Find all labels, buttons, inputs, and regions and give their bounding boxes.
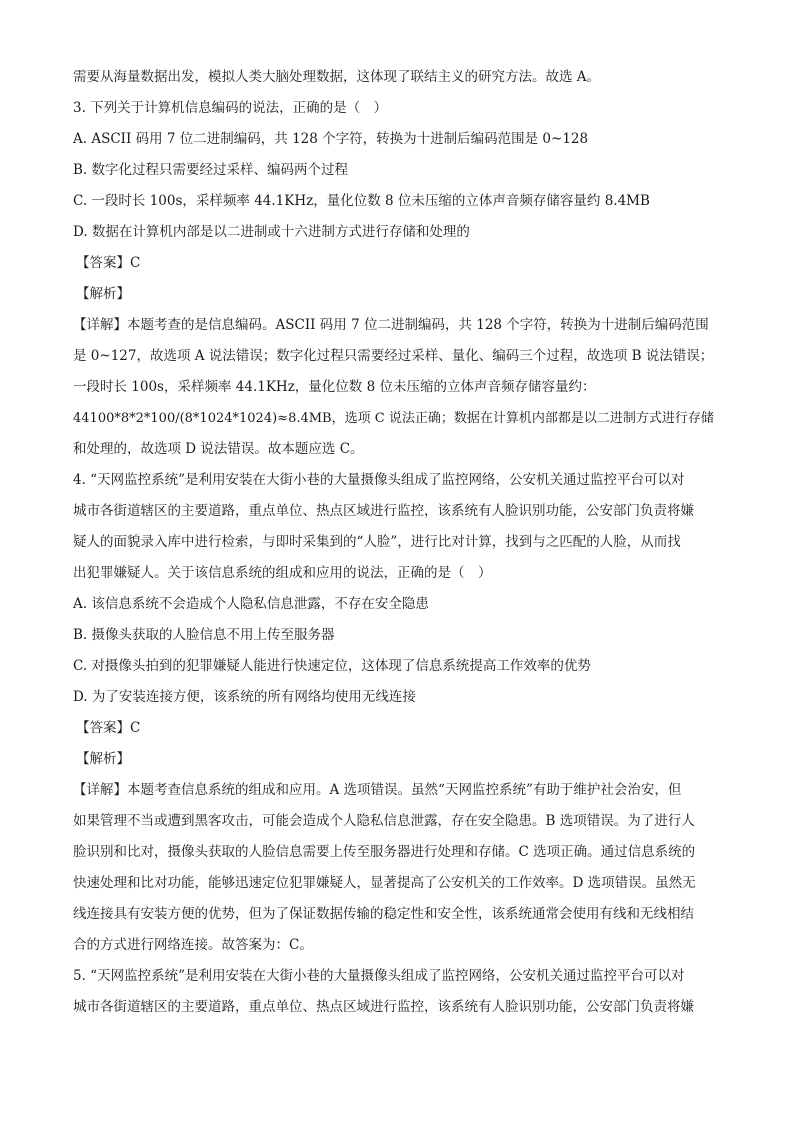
q4-answer: 【答案】C: [76, 720, 141, 736]
q3-option-c: C. 一段时长 100s，采样频率 44.1KHz，量化位数 8 位未压缩的立体声音频存储容量约 8.4MB: [73, 193, 650, 209]
q4-detail-line: 脸识别和比对，摄像头获取的人脸信息需要上传至服务器进行处理和存储。C 选项正确。通过信息系统的: [73, 844, 696, 860]
q3-answer: 【答案】C: [76, 255, 141, 271]
q4-option-b: B. 摄像头获取的人脸信息不用上传至服务器: [73, 627, 335, 643]
q3-detail-line: 一段时长 100s，采样频率 44.1KHz，量化位数 8 位未压缩的立体声音频存储容量约：: [73, 379, 596, 395]
intro-text: 需要从海量数据出发，模拟人类大脑处理数据，这体现了联结主义的研究方法。故选 A。: [73, 69, 601, 85]
q3-stem: 3. 下列关于计算机信息编码的说法，正确的是（ ）: [73, 100, 388, 116]
q3-detail-line: 44100*8*2*100/(8*1024*1024)≈8.4MB，选项 C 说法正确；数据在计算机内部都是以二进制方式进行存储: [73, 411, 714, 426]
q4-detail-line: 线连接具有安装方便的优势，但为了保证数据传输的稳定性和安全性，该系统通常会使用有线和无线相结: [73, 906, 694, 922]
q4-detail-line: 快速处理和比对功能，能够迅速定位犯罪嫌疑人，显著提高了公安机关的工作效率。D 选项错误。虽然无: [73, 875, 696, 891]
q3-analysis-label: 【解析】: [76, 286, 130, 302]
document-page: [73, 62, 721, 1023]
q4-option-d: D. 为了安装连接方便，该系统的所有网络均使用无线连接: [73, 689, 416, 705]
q4-detail-line: 【详解】本题考查信息系统的组成和应用。A 选项错误。虽然“天网监控系统”有助于维护社会治安，但: [73, 782, 682, 798]
q4-analysis-label: 【解析】: [76, 751, 130, 767]
q3-detail-line: 是 0~127，故选项 A 说法错误；数字化过程只需要经过采样、量化、编码三个过程，故选项 B 说法错误；: [73, 348, 714, 364]
q4-stem-line: 城市各街道辖区的主要道路，重点单位、热点区域进行监控，该系统有人脸识别功能，公安部门负责将嫌: [73, 503, 694, 519]
q5-stem-line: 5. “天网监控系统”是利用安装在大街小巷的大量摄像头组成了监控网络，公安机关通过监控平台可以对: [73, 968, 685, 984]
q3-option-d: D. 数据在计算机内部是以二进制或十六进制方式进行存储和处理的: [73, 224, 470, 240]
q3-option-a: A. ASCII 码用 7 位二进制编码，共 128 个字符，转换为十进制后编码范围是 0~128: [73, 131, 589, 147]
q4-detail-line: 如果管理不当或遭到黑客攻击，可能会造成个人隐私信息泄露，存在安全隐患。B 选项错误。为了进行人: [73, 813, 695, 829]
q4-stem-line: 出犯罪嫌疑人。关于该信息系统的组成和应用的说法，正确的是（ ）: [73, 565, 492, 581]
q4-option-a: A. 该信息系统不会造成个人隐私信息泄露，不存在安全隐患: [73, 596, 429, 612]
q4-stem-line: 疑人的面貌录入库中进行检索，与即时采集到的“人脸”，进行比对计算，找到与之匹配的人脸，从而找: [73, 534, 681, 550]
q3-detail-line: 和处理的，故选项 D 说法错误。故本题应选 C。: [73, 441, 364, 457]
q4-detail-line: 合的方式进行网络连接。故答案为：C。: [73, 937, 313, 953]
q3-option-b: B. 数字化过程只需要经过采样、编码两个过程: [73, 162, 349, 178]
q5-stem-line: 城市各街道辖区的主要道路，重点单位、热点区域进行监控，该系统有人脸识别功能，公安部门负责将嫌: [73, 999, 694, 1015]
q4-stem-line: 4. “天网监控系统”是利用安装在大街小巷的大量摄像头组成了监控网络，公安机关通过监控平台可以对: [73, 472, 685, 488]
q4-option-c: C. 对摄像头拍到的犯罪嫌疑人能进行快速定位，这体现了信息系统提高工作效率的优势: [73, 658, 591, 674]
q3-detail-line: 【详解】本题考查的是信息编码。ASCII 码用 7 位二进制编码，共 128 个字符，转换为十进制后编码范围: [73, 317, 709, 333]
